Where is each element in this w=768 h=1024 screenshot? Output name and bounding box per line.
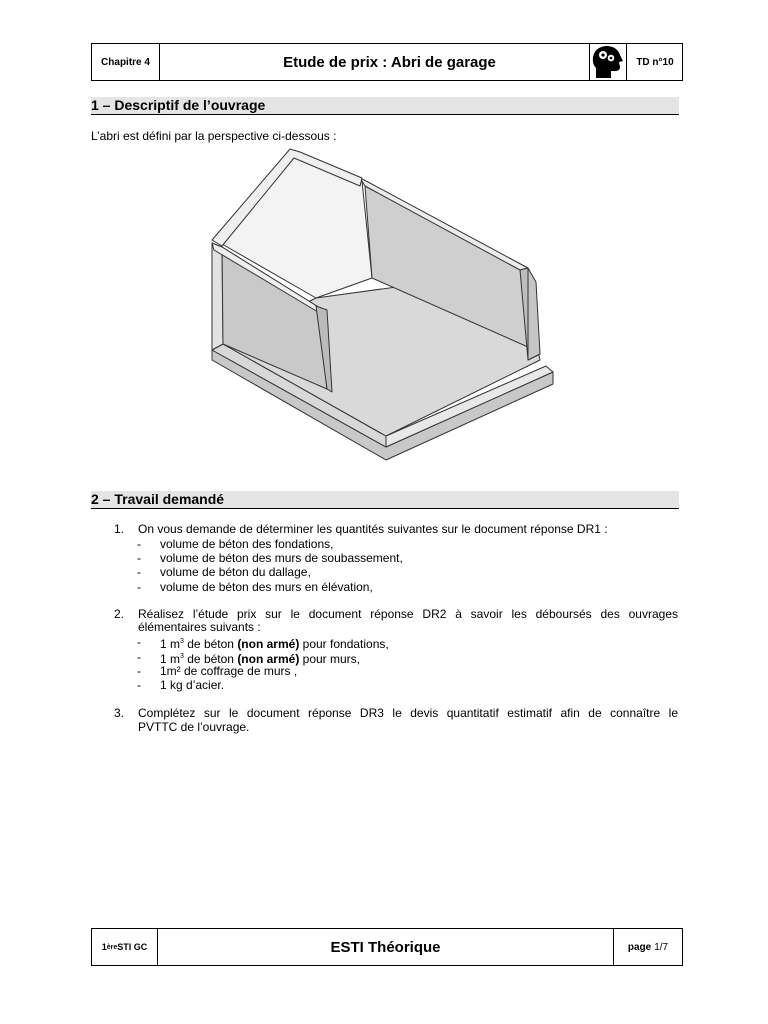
- item-2-bullet-dash: -: [137, 678, 141, 692]
- item-1-text: On vous demande de déterminer les quantités suivantes sur le document réponse DR1 :: [138, 522, 608, 536]
- chapter-label: Chapitre 4: [92, 44, 160, 80]
- item-2-bullet-dash: -: [137, 635, 141, 649]
- item-2-bullet-1: 1 $m^3$ de béton (non armé) pour fondations,: [160, 637, 389, 651]
- item-3-number: 3.: [114, 706, 125, 720]
- item-1-bullet-dash: -: [137, 580, 141, 594]
- footer-title: ESTI Théorique: [330, 938, 441, 956]
- section-heading-descriptif: 1 – Descriptif de l’ouvrage: [91, 97, 679, 115]
- page-number: [613, 929, 682, 965]
- item-2-bullet-dash: -: [137, 650, 141, 664]
- item-1-bullet-4: volume de béton des murs en élévation,: [160, 580, 373, 594]
- item-1-bullet-dash: -: [137, 551, 141, 565]
- item-1-number: 1.: [114, 522, 125, 536]
- item-2-bullet-dash: -: [137, 664, 141, 678]
- item-2-line-2: élémentaires suivants :: [138, 620, 261, 634]
- class-label: 1 ère STI GC: [92, 929, 158, 965]
- item-2-line-1: Réalisez l’étude prix sur le document réponse DR2 à savoir les déboursés des ouvrages: [138, 607, 678, 621]
- item-3-line-1: Complétez sur le document réponse DR3 le devis quantitatif estimatif afin de connaître le: [138, 706, 678, 720]
- item-1-bullet-3: volume de béton du dallage,: [160, 565, 311, 579]
- head-gears-logo-icon: [589, 44, 627, 80]
- item-2-number: 2.: [114, 607, 125, 621]
- page-word: page: [627, 941, 652, 953]
- section-heading-travail: 2 – Travail demandé: [91, 491, 679, 509]
- item-2-bullet-2: 1 $m^3$ de béton (non armé) pour murs,: [160, 652, 361, 666]
- item-3-line-2: PVTTC de l’ouvrage.: [138, 720, 250, 734]
- item-1-bullet-2: volume de béton des murs de soubassement,: [160, 551, 403, 565]
- item-2-bullet-4: 1 kg d’acier.: [160, 678, 225, 692]
- garage-shelter-perspective: [205, 145, 560, 465]
- item-1-bullet-dash: -: [137, 537, 141, 551]
- page-count: 1/7: [654, 941, 669, 953]
- intro-text: L’abri est défini par la perspective ci-dessous :: [91, 129, 337, 143]
- item-2-bullet-3: 1m² de coffrage de murs ,: [160, 664, 298, 678]
- footer-box: [91, 928, 683, 966]
- item-1-bullet-1: volume de béton des fondations,: [160, 537, 334, 551]
- header-box: [91, 43, 683, 81]
- item-1-bullet-dash: -: [137, 565, 141, 579]
- page-title-text: Etude de prix : Abri de garage: [283, 53, 496, 71]
- td-number: TD n°10: [636, 56, 674, 68]
